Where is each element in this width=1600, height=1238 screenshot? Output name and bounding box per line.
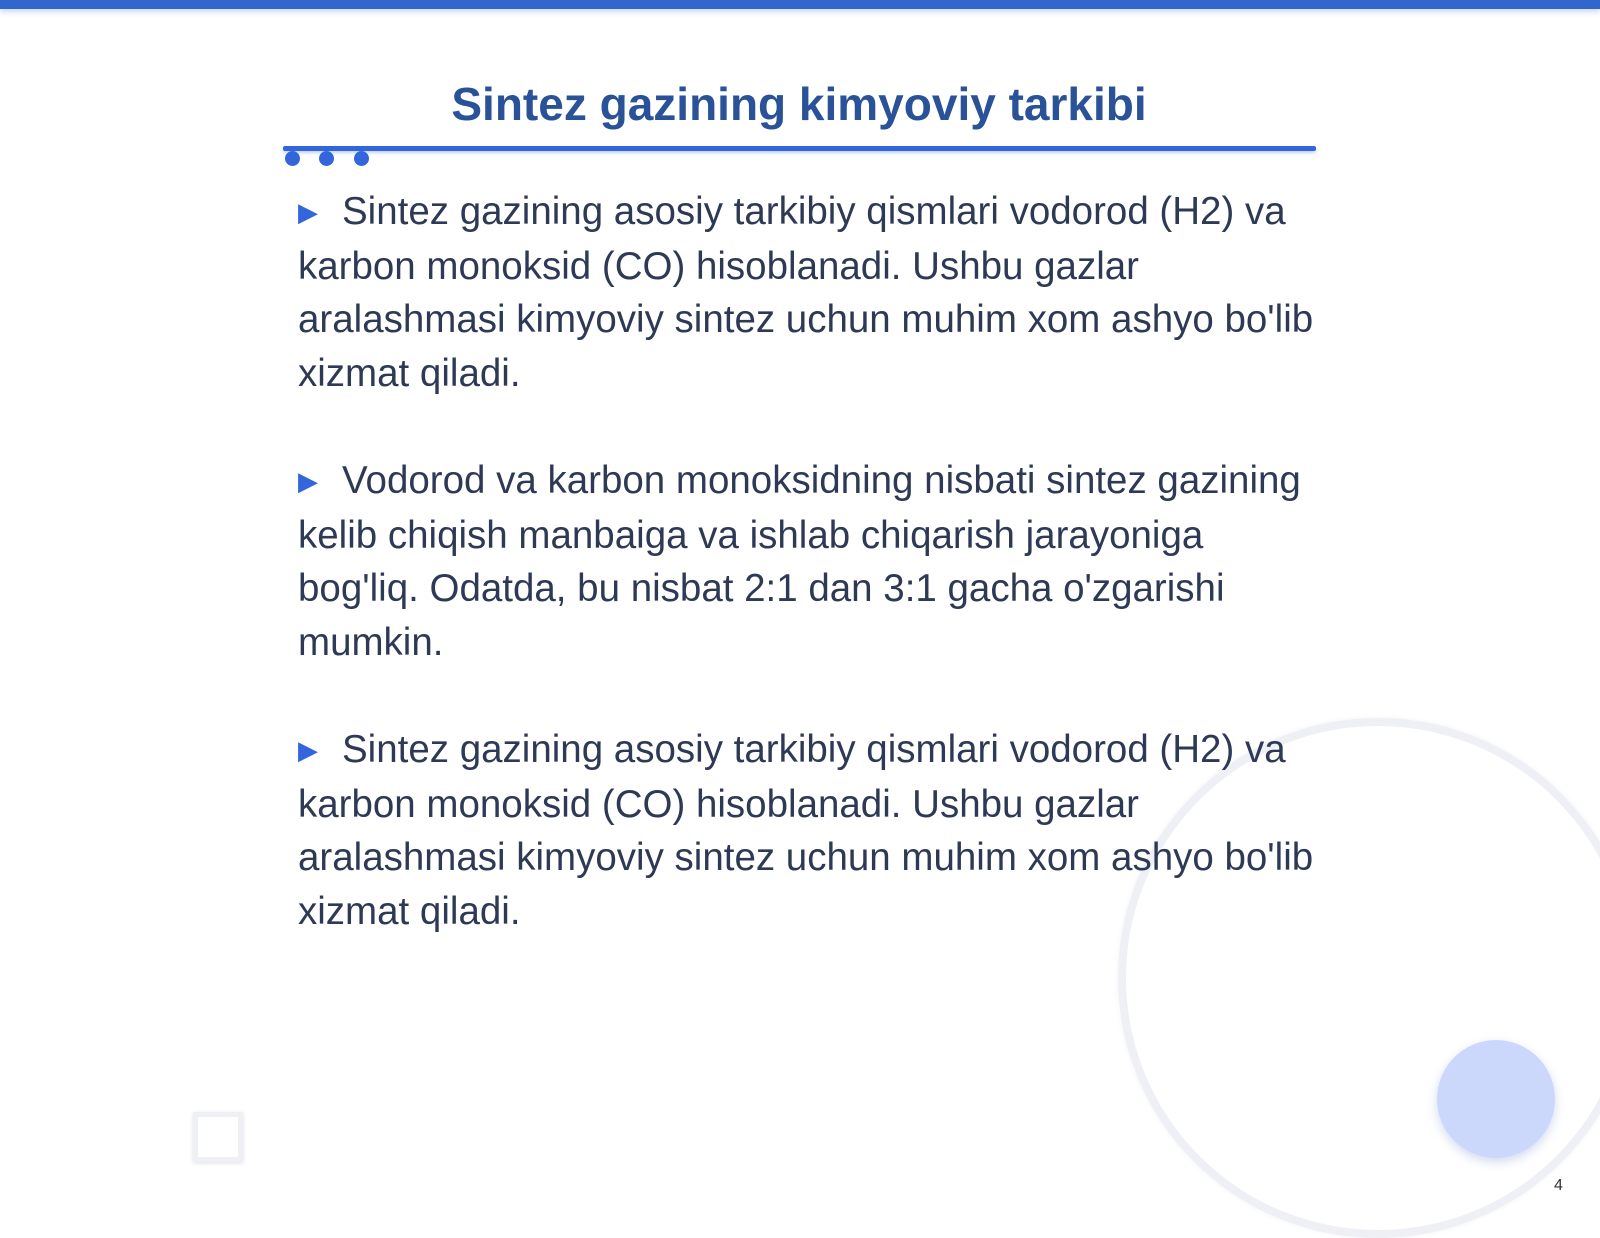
- triangle-right-icon: ▶: [298, 197, 318, 227]
- bullet-item: [298, 454, 1318, 669]
- underline-dot: [354, 151, 369, 166]
- top-accent-bar: [0, 0, 1600, 9]
- title-underline: [283, 146, 1316, 151]
- decorative-square: [193, 1112, 243, 1162]
- bullet-item: [298, 185, 1318, 400]
- page-number: 4: [1554, 1177, 1563, 1194]
- triangle-right-icon: ▶: [298, 466, 318, 496]
- bullet-text: Sintez gazining asosiy tarkibiy qismlari vodorod (H2) va karbon monoksid (CO) hisoblanadi. Ushbu gazlar aralashmasi kimyoviy sintez uchun muhim xom ashyo bo'lib xizmat qiladi.: [298, 728, 1314, 933]
- bullet-item: [298, 723, 1318, 938]
- underline-dot: [319, 151, 334, 166]
- underline-dot: [285, 151, 300, 166]
- bullet-text: Sintez gazining asosiy tarkibiy qismlari vodorod (H2) va karbon monoksid (CO) hisoblanadi. Ushbu gazlar aralashmasi kimyoviy sintez uchun muhim xom ashyo bo'lib xizmat qiladi.: [298, 190, 1314, 395]
- bullet-text: Vodorod va karbon monoksidning nisbati sintez gazining kelib chiqish manbaiga va ishlab chiqarish jarayoniga bog'liq. Odatda, bu nisbat 2:1 dan 3:1 gacha o'zgarishi mumkin.: [298, 459, 1301, 664]
- triangle-right-icon: ▶: [298, 735, 318, 765]
- decorative-circle: [1437, 1040, 1555, 1158]
- slide-title: Sintez gazining kimyoviy tarkibi: [451, 78, 1147, 130]
- bullet-list: [298, 185, 1318, 992]
